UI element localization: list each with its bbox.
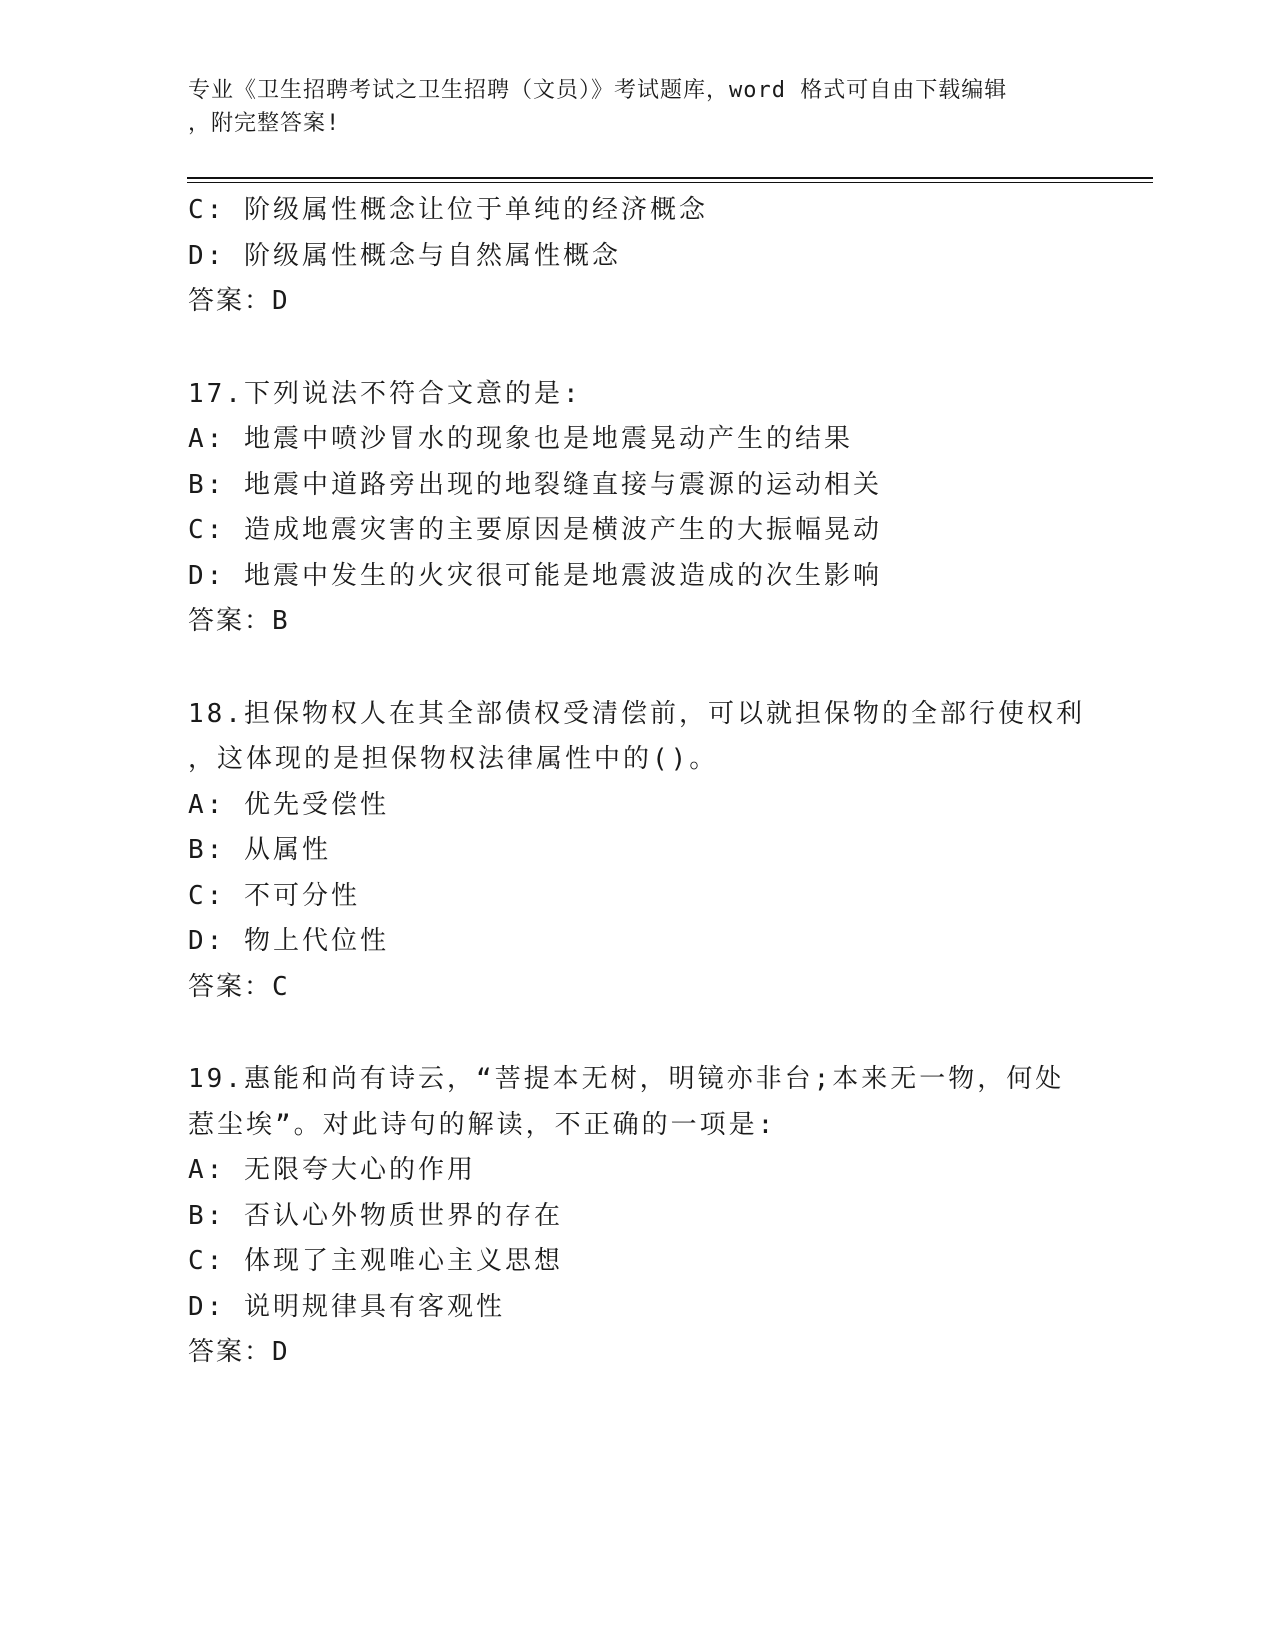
question-block-19 <box>188 1057 1088 1376</box>
spacer <box>188 645 1088 692</box>
spacer <box>188 325 1088 372</box>
option-d: D: 地震中发生的火灾很可能是地震波造成的次生影响 <box>188 560 882 591</box>
answer-line: 答案：C <box>188 971 290 1002</box>
question-block-16 <box>188 188 1088 325</box>
answer-line: 答案：B <box>188 606 290 636</box>
option-c: C: 阶级属性概念让位于单纯的经济概念 <box>188 195 708 225</box>
option-b: B: 从属性 <box>188 835 331 865</box>
question-block-18 <box>188 692 1088 1011</box>
header-divider-thick <box>187 177 1153 179</box>
header-divider-thin <box>187 182 1153 183</box>
option-c: C: 体现了主观唯心主义思想 <box>188 1246 563 1276</box>
option-a: A: 优先受偿性 <box>188 789 389 820</box>
document-header <box>188 74 1088 140</box>
question-text: 17.下列说法不符合文意的是: <box>188 378 582 409</box>
question-text-line-1: 19.惠能和尚有诗云，“菩提本无树，明镜亦非台;本来无一物，何处 <box>188 1064 1065 1094</box>
option-d: D: 阶级属性概念与自然属性概念 <box>188 240 621 271</box>
question-block-17 <box>188 372 1088 645</box>
option-b: B: 否认心外物质世界的存在 <box>188 1200 563 1231</box>
option-a: A: 地震中喷沙冒水的现象也是地震晃动产生的结果 <box>188 424 853 454</box>
answer-line: 答案：D <box>188 286 290 316</box>
question-text-line-1: 18.担保物权人在其全部债权受清偿前，可以就担保物的全部行使权利 <box>188 698 1085 729</box>
option-b: B: 地震中道路旁出现的地裂缝直接与震源的运动相关 <box>188 469 882 500</box>
header-line-2: ，附完整答案! <box>188 111 341 136</box>
question-text-line-2: 惹尘埃”。对此诗句的解读，不正确的一项是: <box>188 1109 777 1140</box>
spacer <box>188 1010 1088 1057</box>
question-list <box>188 188 1088 1376</box>
header-line-1: 专业《卫生招聘考试之卫生招聘（文员）》考试题库，word 格式可自由下载编辑 <box>188 78 1008 103</box>
option-c: C: 不可分性 <box>188 880 360 911</box>
option-a: A: 无限夸大心的作用 <box>188 1155 476 1185</box>
option-d: D: 说明规律具有客观性 <box>188 1291 505 1322</box>
option-c: C: 造成地震灾害的主要原因是横波产生的大振幅晃动 <box>188 515 882 545</box>
option-d: D: 物上代位性 <box>188 926 389 956</box>
answer-line: 答案：D <box>188 1337 290 1367</box>
question-text-line-2: ，这体现的是担保物权法律属性中的()。 <box>188 744 719 774</box>
